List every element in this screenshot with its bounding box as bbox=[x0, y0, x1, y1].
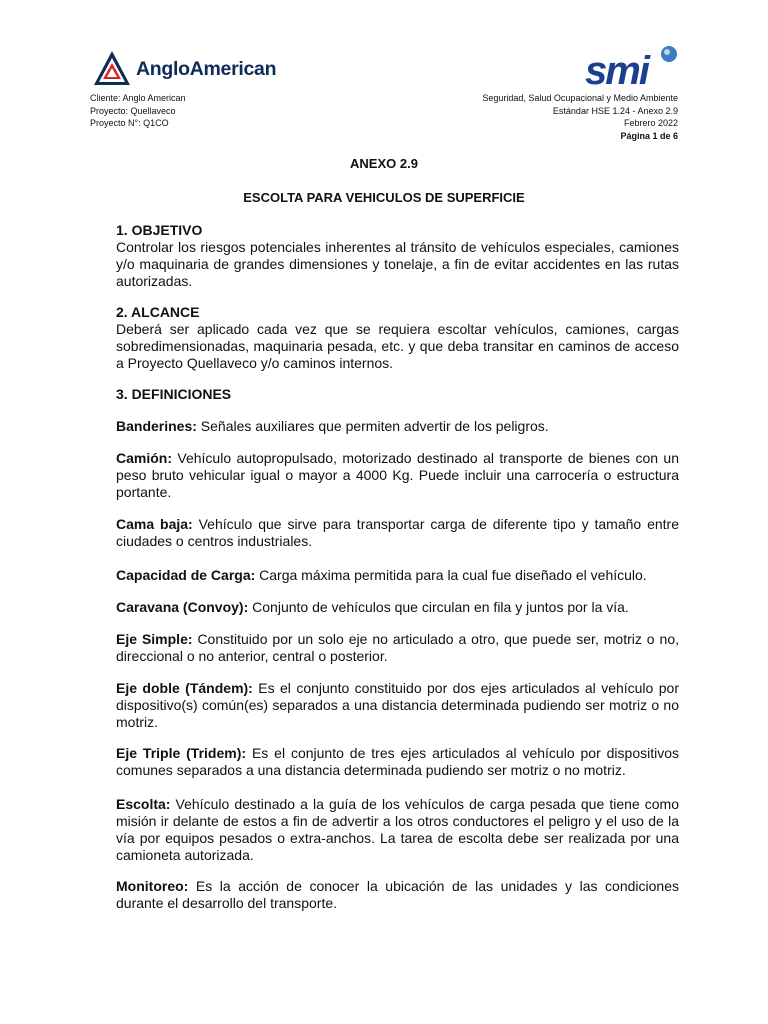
section-heading: 1. OBJETIVO bbox=[116, 222, 203, 238]
definition-text: Es la acción de conocer la ubicación de las unidades y las condiciones durante el desarrollo del transporte. bbox=[116, 878, 679, 911]
svg-text:smi: smi bbox=[585, 49, 648, 92]
definition-text: Constituido por un solo eje no articulado a otro, que puede ser, motriz o no, direccional o no anterior, central o posterior. bbox=[116, 631, 679, 664]
annex-title: ANEXO 2.9 bbox=[350, 156, 418, 171]
definition-item bbox=[116, 680, 679, 731]
definition-term: Capacidad de Carga: bbox=[116, 567, 256, 583]
section-text: Controlar los riesgos potenciales inherentes al tránsito de vehículos especiales, camiones y/o maquinaria de grandes dimensiones y tonelaje, a fin de evitar accidentes en las rutas autorizadas. bbox=[116, 239, 679, 289]
section-objetivo bbox=[116, 222, 679, 290]
definition-term: Camión: bbox=[116, 450, 172, 466]
section-alcance bbox=[116, 304, 679, 372]
definition-text: Vehículo autopropulsado, motorizado destinado al transporte de bienes con un peso bruto vehicular igual o mayor a 4000 Kg. Puede incluir una carrocería o estructura portante. bbox=[116, 450, 679, 500]
document-title: ESCOLTA PARA VEHICULOS DE SUPERFICIE bbox=[243, 190, 525, 205]
definition-term: Cama baja: bbox=[116, 516, 193, 532]
anglo-american-emblem-icon bbox=[92, 49, 132, 89]
standard-title: Seguridad, Salud Ocupacional y Medio Ambiente bbox=[482, 93, 678, 103]
smi-logo-icon bbox=[583, 44, 683, 92]
header-project-info bbox=[90, 92, 186, 130]
definition-text: Carga máxima permitida para la cual fue diseñado el vehículo. bbox=[255, 567, 647, 583]
definition-item bbox=[116, 567, 679, 584]
definition-term: Banderines: bbox=[116, 418, 197, 434]
anglo-american-logo bbox=[92, 48, 276, 90]
definition-term: Eje doble (Tándem): bbox=[116, 680, 253, 696]
header-standard-info bbox=[482, 92, 678, 142]
definition-text: Vehículo que sirve para transportar carga de diferente tipo y tamaño entre ciudades o centros industriales. bbox=[116, 516, 679, 549]
definition-text: Vehículo destinado a la guía de los vehículos de carga pesada que tiene como misión ir delante de estos a fin de advertir a los otros conductores el peligro y el uso de la vía por equipos pesados o extra-anchos. La tarea de escolta debe ser realizada por una camioneta autorizada. bbox=[116, 796, 679, 863]
document-date: Febrero 2022 bbox=[623, 118, 678, 128]
definition-item bbox=[116, 418, 679, 435]
project-number-label: Proyecto N°: Q1CO bbox=[90, 118, 169, 128]
client-label: Cliente: Anglo American bbox=[90, 93, 186, 103]
definition-text: Es el conjunto constituido por dos ejes articulados al vehículo por dispositivo(s) común(es) separados a una distancia determinada pudiendo ser motriz o no motriz. bbox=[116, 680, 679, 730]
section-text: Deberá ser aplicado cada vez que se requiera escoltar vehículos, camiones, cargas sobredimensionadas, maquinaria pesada, etc. y que deba transitar en caminos de acceso a Proyecto Quellaveco y/o caminos internos. bbox=[116, 321, 679, 371]
definition-item bbox=[116, 796, 679, 864]
section-heading: 2. ALCANCE bbox=[116, 304, 200, 320]
definition-item bbox=[116, 450, 679, 501]
section-definiciones bbox=[116, 386, 679, 403]
definition-term: Eje Simple: bbox=[116, 631, 193, 647]
definition-item bbox=[116, 878, 679, 912]
definition-term: Eje Triple (Tridem): bbox=[116, 745, 247, 761]
project-label: Proyecto: Quellaveco bbox=[90, 105, 176, 116]
standard-reference: Estándar HSE 1.24 - Anexo 2.9 bbox=[552, 105, 678, 116]
page-number: Página 1 de 6 bbox=[620, 130, 678, 141]
definition-text: Es el conjunto de tres ejes articulados al vehículo por dispositivos comunes separados a una distancia determinada pudiendo ser motriz o no motriz. bbox=[116, 745, 680, 778]
definition-term: Escolta: bbox=[116, 796, 171, 812]
definition-item bbox=[116, 516, 679, 550]
brand-name: AngloAmerican bbox=[136, 57, 277, 80]
definition-text: Conjunto de vehículos que circulan en fila y juntos por la vía. bbox=[248, 599, 629, 615]
definition-text: Señales auxiliares que permiten advertir de los peligros. bbox=[196, 418, 549, 434]
definition-item bbox=[116, 599, 679, 616]
definition-term: Monitoreo: bbox=[116, 878, 189, 894]
definition-term: Caravana (Convoy): bbox=[116, 599, 249, 615]
definition-item bbox=[116, 745, 679, 779]
definition-item bbox=[116, 631, 679, 665]
section-heading: 3. DEFINICIONES bbox=[116, 386, 232, 402]
